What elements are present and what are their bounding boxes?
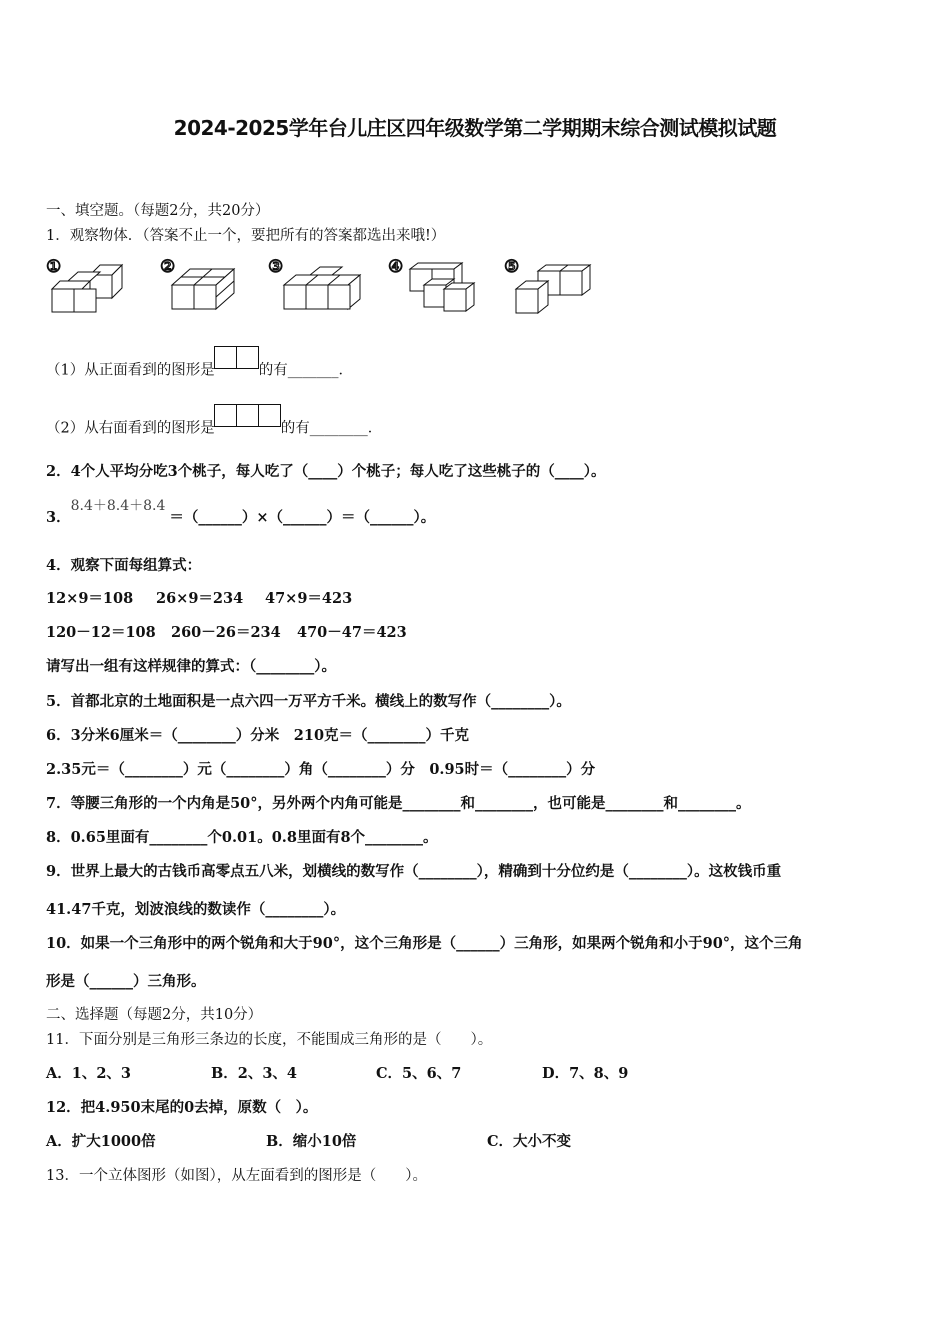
question-8: 8．0.65里面有________个0.01。0.8里面有8个________。 [46, 829, 438, 846]
question-6-line-1: 6．3分米6厘米＝（________）分米 210克＝（________）千克 [46, 727, 470, 744]
cube-figure-2 [172, 269, 234, 309]
page-title: 2024-2025学年台儿庄区四年级数学第二学期期末综合测试模拟试题 [173, 116, 777, 140]
figure-label-5: ⑤ [504, 257, 520, 277]
cube-figure-5 [516, 265, 590, 313]
equation: 26×9＝234 [156, 590, 244, 607]
figure-label-2: ② [160, 257, 176, 277]
question-11-options [46, 1064, 628, 1084]
question-1-part-1 [46, 356, 353, 385]
figure-label-4: ④ [388, 257, 404, 277]
question-4-row-2 [46, 623, 407, 643]
question-12-stem: 12．把4.950末尾的0去掉，原数（ ）。 [46, 1099, 318, 1116]
cube-figure-1 [52, 265, 122, 312]
question-4-stem: 4．观察下面每组算式： [46, 557, 202, 574]
question-3 [46, 498, 436, 528]
option-c[interactable]: C．5、6、7 [376, 1065, 462, 1082]
question-4-row-1 [46, 589, 352, 609]
question-1-stem: 1．观察物体．（答案不止一个，要把所有的答案都选出来哦!） [46, 228, 446, 244]
equation: 470－47＝423 [297, 624, 407, 641]
cube-figures [44, 255, 604, 317]
equation: 260－26＝234 [171, 624, 281, 641]
question-9-line-2: 41.47千克，划波浪线的数读作（________）。 [46, 901, 346, 918]
question-4-ask: 请写出一组有这样规律的算式：（________）。 [46, 658, 336, 675]
question-1-part-2 [46, 414, 382, 443]
question-12-options [46, 1132, 571, 1152]
section-2-heading: 二、选择题（每题2分，共10分） [46, 1007, 263, 1023]
question-6-line-2: 2.35元＝（________）元（________）角（________）分 0.95时＝（________）分 [46, 761, 596, 778]
q3-number: 3． [46, 509, 71, 526]
q1-part1-suffix: 的有_______． [258, 362, 353, 379]
figure-label-1: ① [46, 257, 62, 277]
q1-part2-suffix: 的有________． [280, 420, 383, 437]
q3-expression: 8.4＋8.4＋8.4 [70, 498, 166, 514]
two-square-front-view [215, 346, 259, 375]
question-10-line-2: 形是（______）三角形。 [46, 973, 206, 990]
option-d[interactable]: D．7、8、9 [542, 1065, 629, 1082]
section-1-heading: 一、填空题。（每题2分，共20分） [46, 203, 270, 219]
cube-figure-4 [410, 263, 474, 311]
question-2: 2．4个人平均分吃3个桃子，每人吃了（____）个桃子；每人吃了这些桃子的（____）。 [46, 463, 606, 480]
equation: 120－12＝108 [46, 624, 156, 641]
q1-part2-prefix: （2）从右面看到的图形是 [46, 420, 215, 437]
option-a[interactable]: A．1、2、3 [46, 1065, 132, 1082]
question-9-line-1: 9．世界上最大的古钱币高零点五八米，划横线的数写作（________），精确到十分位约是（________）。这枚钱币重 [46, 863, 782, 880]
option-a[interactable]: A．扩大1000倍 [46, 1133, 156, 1150]
question-7: 7．等腰三角形的一个内角是50°，另外两个内角可能是________和________，也可能是________和________。 [46, 795, 751, 812]
option-b[interactable]: B．缩小10倍 [266, 1133, 357, 1150]
figure-label-3: ③ [268, 257, 284, 277]
q3-blanks: ＝（______）×（______）＝（______）。 [169, 509, 436, 526]
option-b[interactable]: B．2、3、4 [211, 1065, 298, 1082]
question-10-line-1: 10．如果一个三角形中的两个锐角和大于90°，这个三角形是（______）三角形，如果两个锐角和小于90°，这个三角 [46, 935, 803, 952]
equation: 47×9＝423 [265, 590, 353, 607]
q1-part1-prefix: （1）从正面看到的图形是 [46, 362, 215, 379]
three-square-right-view [215, 404, 281, 433]
question-11-stem: 11．下面分别是三角形三条边的长度，不能围成三角形的是（ ）。 [46, 1032, 493, 1048]
cube-figure-3 [284, 267, 360, 309]
question-13-stem: 13．一个立体图形（如图），从左面看到的图形是（ ）。 [46, 1168, 427, 1184]
equation: 12×9＝108 [46, 590, 134, 607]
question-5: 5．首都北京的土地面积是一点六四一万平方千米。横线上的数写作（________）。 [46, 693, 571, 710]
option-c[interactable]: C．大小不变 [487, 1133, 572, 1150]
